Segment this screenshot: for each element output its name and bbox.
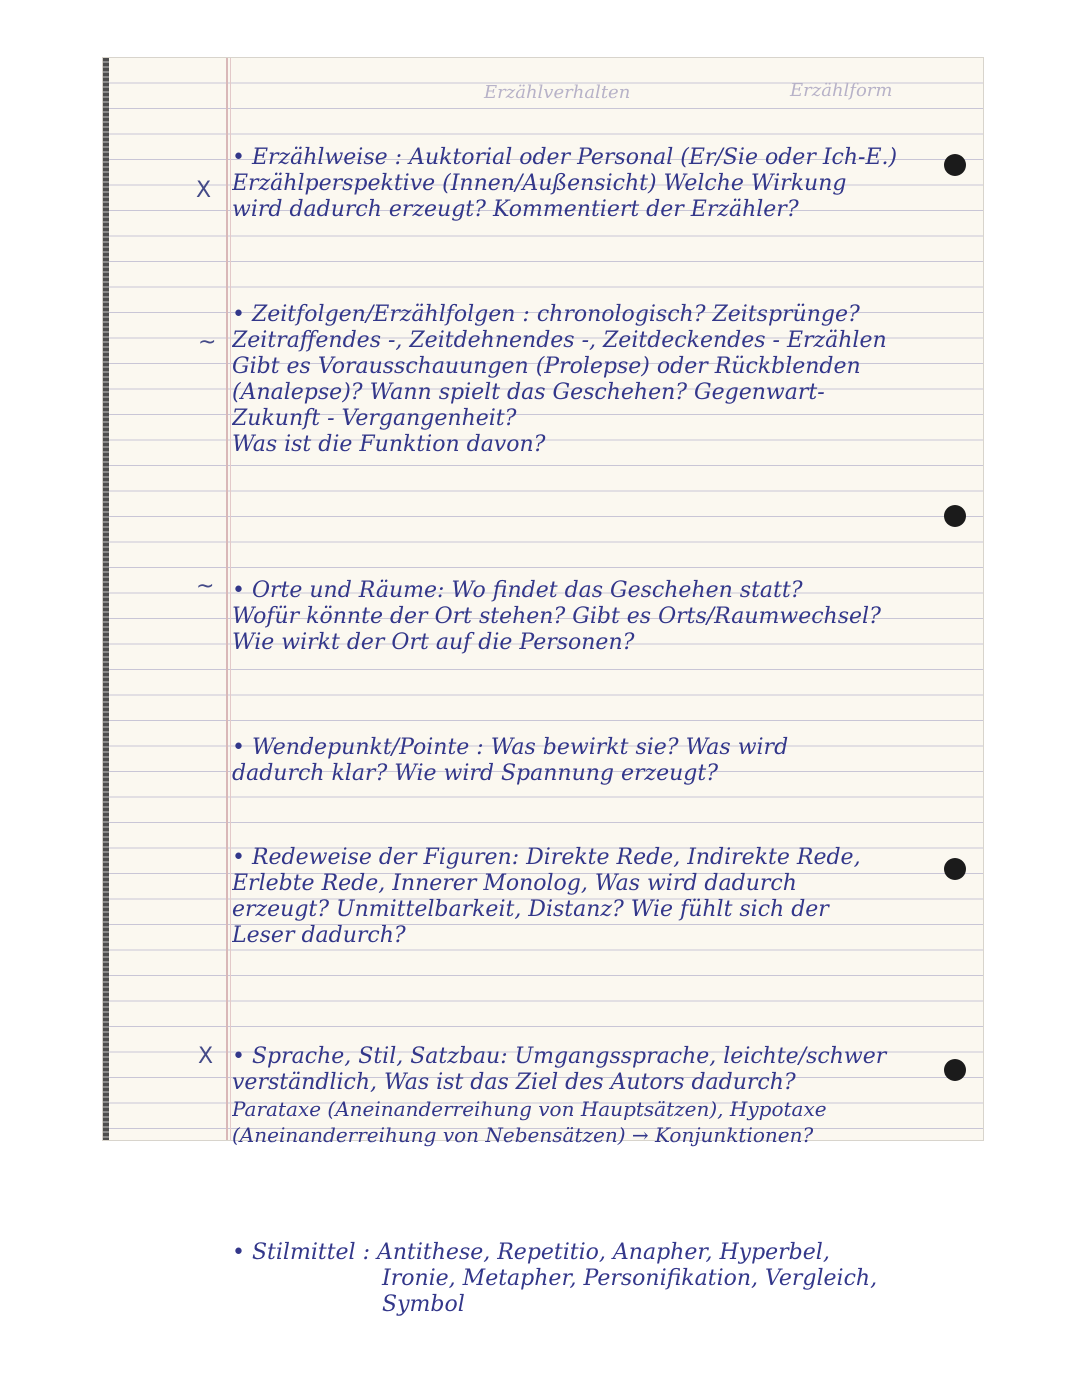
- text-line: (Analepse)? Wann spielt das Geschehen? Gegenwart-: [232, 380, 825, 405]
- margin-line: [226, 58, 228, 1140]
- margin-line-secondary: [230, 58, 231, 1140]
- text-line: wird dadurch erzeugt? Kommentiert der Erzähler?: [232, 197, 799, 222]
- section-redeweise: [232, 845, 970, 949]
- punch-hole: [944, 505, 966, 527]
- section-orte: [232, 578, 970, 656]
- text-line: • Stilmittel : Antithese, Repetitio, Anapher, Hyperbel,: [232, 1240, 830, 1265]
- section-wendepunkt: [232, 735, 970, 787]
- section-sprache: [232, 1044, 970, 1148]
- text-line: Zeitraffendes -, Zeitdehnendes -, Zeitdeckendes - Erzählen: [232, 328, 887, 353]
- text-line: • Wendepunkt/Pointe : Was bewirkt sie? Was wird: [232, 735, 789, 760]
- text-line: Zukunft - Vergangenheit?: [232, 406, 517, 431]
- text-line: Erzählperspektive (Innen/Außensicht) Welche Wirkung: [232, 171, 847, 196]
- text-line: • Orte und Räume: Wo findet das Geschehen statt?: [232, 578, 803, 603]
- text-line: • Erzählweise : Auktorial oder Personal (Er/Sie oder Ich-E.): [232, 145, 898, 170]
- text-line: • Sprache, Stil, Satzbau: Umgangssprache, leichte/schwer: [232, 1044, 887, 1069]
- text-line: Wie wirkt der Ort auf die Personen?: [232, 630, 635, 655]
- header-left: Erzählverhalten: [484, 82, 631, 103]
- text-line: • Zeitfolgen/Erzählfolgen : chronologisch? Zeitsprünge?: [232, 302, 860, 327]
- text-line: erzeugt? Unmittelbarkeit, Distanz? Wie fühlt sich der: [232, 897, 829, 922]
- text-line: • Redeweise der Figuren: Direkte Rede, Indirekte Rede,: [232, 845, 861, 870]
- text-line: dadurch klar? Wie wird Spannung erzeugt?: [232, 761, 719, 786]
- text-line: verständlich, Was ist das Ziel des Autors dadurch?: [232, 1070, 796, 1095]
- margin-mark-tilde: ~: [198, 330, 217, 355]
- section-stilmittel: [232, 1240, 970, 1318]
- margin-mark-x: X: [196, 178, 212, 203]
- section-zeitfolgen: [232, 302, 970, 458]
- section-erzaehlweise: [232, 145, 970, 223]
- text-line: Gibt es Vorausschauungen (Prolepse) oder Rückblenden: [232, 354, 861, 379]
- margin-mark-x: X: [198, 1044, 214, 1069]
- text-line: Symbol: [382, 1292, 465, 1317]
- text-line: Was ist die Funktion davon?: [232, 432, 546, 457]
- text-line: (Aneinanderreihung von Nebensätzen) → Konjunktionen?: [232, 1123, 814, 1147]
- text-line: Leser dadurch?: [232, 923, 406, 948]
- margin-mark-tilde: ~: [196, 574, 215, 599]
- text-line: Ironie, Metapher, Personifikation, Vergleich,: [382, 1266, 878, 1291]
- text-line: Erlebte Rede, Innerer Monolog, Was wird dadurch: [232, 871, 797, 896]
- header-right: Erzählform: [790, 80, 893, 101]
- page-binding-edge: [103, 58, 109, 1140]
- text-line: Parataxe (Aneinanderreihung von Hauptsätzen), Hypotaxe: [232, 1097, 827, 1121]
- text-line: Wofür könnte der Ort stehen? Gibt es Orts/Raumwechsel?: [232, 604, 881, 629]
